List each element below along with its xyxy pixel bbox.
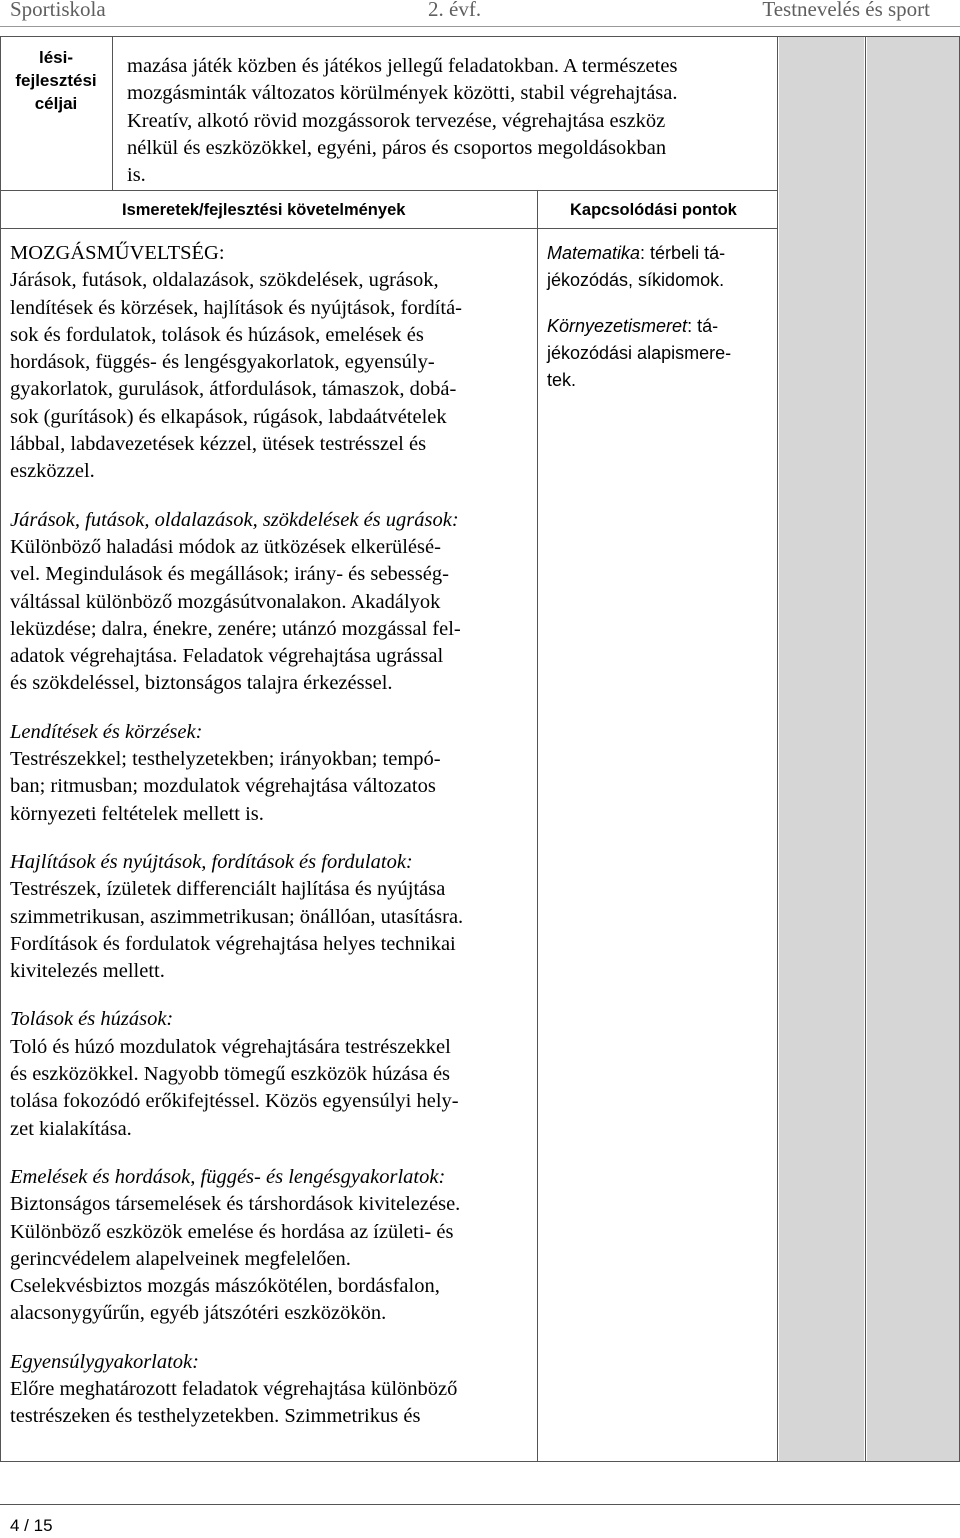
running-header	[0, 0, 960, 26]
section-line: zet kialakítása.	[10, 1117, 132, 1140]
gray-column-left	[779, 37, 864, 1461]
intro-line: Kreatív, alkotó rövid mozgássorok tervezése, végrehajtása eszköz	[127, 109, 666, 132]
section-line: alacsonygyűrűn, egyéb játszótéri eszközökön.	[10, 1302, 387, 1325]
row-label	[0, 46, 112, 115]
section-line: lendítések és körzések, hajlítások és nyújtások, fordítá-	[10, 296, 463, 319]
connection-text: : tá-	[687, 316, 719, 336]
requirements-content	[10, 240, 535, 1431]
section-gap	[10, 486, 535, 507]
section-line: sok (gurítások) és elkapások, rúgások, labdaátvételek	[10, 405, 447, 428]
section-line: Különböző eszközök emelése és hordása az ízületi- és	[10, 1220, 454, 1243]
section-title: Járások, futások, oldalazások, szökdelések és ugrások:	[10, 508, 459, 531]
section-gap	[10, 985, 535, 1006]
connections-column-divider	[537, 190, 538, 1462]
section-line: adatok végrehajtása. Feladatok végrehajtása ugrással	[10, 645, 444, 668]
section-line: szimmetrikusan, aszimmetrikusan; önállóan, utasításra.	[10, 905, 464, 928]
section-line: sok és fordulatok, tolások és húzások, emelések és	[10, 323, 424, 346]
section-title: Lendítések és körzések:	[10, 720, 203, 743]
connections-content	[547, 240, 767, 394]
section-gap	[10, 1328, 535, 1349]
footer-rule	[0, 1504, 960, 1505]
section-line: Testrészek, ízületek differenciált hajlítása és nyújtása	[10, 878, 446, 901]
gray-column-right	[867, 37, 959, 1461]
label-column-divider	[112, 36, 113, 190]
row-label-line: céljai	[34, 94, 78, 113]
connection-subject: Környezetismeret	[547, 316, 688, 336]
section-line: leküzdése; dalra, énekre, zenére; utánzó mozgással fel-	[10, 617, 461, 640]
section-line: gerincvédelem alapelveinek megfelelően.	[10, 1247, 351, 1270]
row-label-line: fejlesztési	[15, 71, 97, 90]
row-label-line: lési-	[38, 48, 74, 67]
connection-subject: Matematika	[547, 243, 641, 263]
section-title: Emelések és hordások, függés- és lengésgyakorlatok:	[10, 1165, 446, 1188]
section-line: Fordítások és fordulatok végrehajtása helyes technikai	[10, 932, 456, 955]
gray-column-divider	[777, 36, 778, 1462]
connection-line: jékozódási alapismere-	[547, 343, 732, 363]
gray-split-divider	[865, 36, 866, 1462]
header-subject: Testnevelés és sport	[762, 0, 930, 21]
section-line: vel. Megindulások és megállások; irány- és sebesség-	[10, 563, 449, 586]
section-line: váltással különböző mozgásútvonalakon. Akadályok	[10, 590, 441, 613]
connection-line	[547, 240, 767, 267]
section-line: eszközzel.	[10, 460, 95, 483]
section-title: Tolások és húzások:	[10, 1008, 174, 1031]
section-line: környezeti feltételek mellett is.	[10, 802, 264, 825]
connections-column-header: Kapcsolódási pontok	[570, 201, 737, 219]
section-line: hordások, függés- és lengésgyakorlatok, egyensúly-	[10, 351, 435, 374]
section-line: ban; ritmusban; mozdulatok végrehajtása változatos	[10, 775, 436, 798]
intro-line: mozgásminták változatos körülmények közötti, stabil végrehajtása.	[127, 82, 678, 105]
header-rule	[0, 26, 960, 27]
connection-line: jékozódás, síkidomok.	[547, 270, 725, 290]
section-gap	[10, 698, 535, 719]
header-row-divider	[0, 228, 778, 229]
section-line: testrészeken és testhelyzetekben. Szimmetrikus és	[10, 1405, 421, 1428]
connection-line: tek.	[547, 370, 577, 390]
intro-line: mazása játék közben és játékos jellegű feladatokban. A természetes	[127, 55, 678, 77]
section-gap	[10, 1143, 535, 1164]
section-line: Toló és húzó mozdulatok végrehajtására testrészekkel	[10, 1035, 451, 1058]
knowledge-column-header: Ismeretek/fejlesztési követelmények	[122, 201, 406, 219]
section-title: MOZGÁSMŰVELTSÉG:	[10, 242, 225, 264]
connection-line	[547, 313, 767, 340]
section-line: és szökdeléssel, biztonságos talajra érkezéssel.	[10, 672, 393, 695]
connection-text: : térbeli tá-	[640, 243, 726, 263]
page-number: 4 / 15	[10, 1516, 53, 1535]
section-line: Testrészekkel; testhelyzetekben; irányokban; tempó-	[10, 748, 441, 771]
header-grade: 2. évf.	[428, 0, 482, 21]
section-line: és eszközökkel. Nagyobb tömegű eszközök húzása és	[10, 1063, 451, 1086]
section-line: lábbal, labdavezetések kézzel, ütések testrésszel és	[10, 433, 427, 456]
connection-gap	[547, 294, 767, 313]
intro-row-divider	[0, 190, 778, 191]
section-title: Egyensúlygyakorlatok:	[10, 1350, 199, 1373]
section-line: tolása fokozódó erőkifejtéssel. Közös egyensúlyi hely-	[10, 1090, 459, 1113]
section-line: Cselekvésbiztos mozgás mászókötélen, bordásfalon,	[10, 1275, 440, 1298]
section-line: gyakorlatok, gurulások, átfordulások, támaszok, dobá-	[10, 378, 457, 401]
development-goals-text	[127, 53, 777, 189]
section-line: Biztonságos társemelések és társhordások kivitelezése.	[10, 1193, 461, 1216]
intro-line: nélkül és eszközökkel, egyéni, páros és csoportos megoldásokban	[127, 136, 667, 159]
section-line: Különböző haladási módok az ütközések elkerülésé-	[10, 535, 441, 558]
section-gap	[10, 828, 535, 849]
section-line: kivitelezés mellett.	[10, 960, 165, 983]
header-school: Sportiskola	[10, 0, 106, 21]
intro-line: is.	[127, 164, 146, 187]
section-line: Előre meghatározott feladatok végrehajtása különböző	[10, 1377, 458, 1400]
section-title: Hajlítások és nyújtások, fordítások és fordulatok:	[10, 850, 413, 873]
section-line: Járások, futások, oldalazások, szökdelések, ugrások,	[10, 269, 439, 292]
